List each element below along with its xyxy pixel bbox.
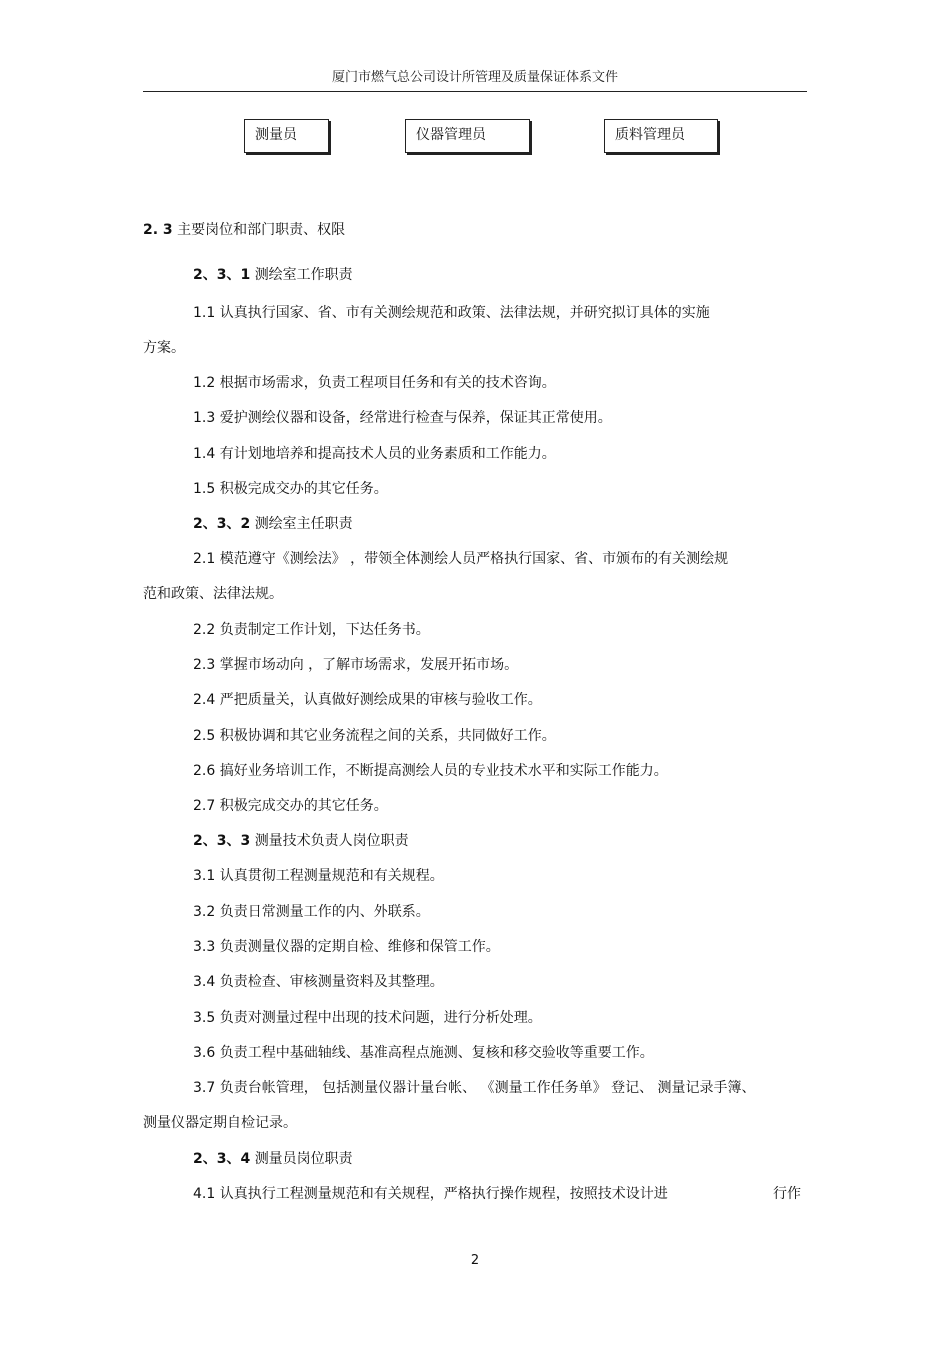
duty-item-3-5: 3.5 负责对测量过程中出现的技术问题，进行分析处理。 <box>193 1010 542 1026</box>
org-box-materials-manager: 质料管理员 <box>604 119 718 153</box>
duty-item-3-2: 3.2 负责日常测量工作的内、外联系。 <box>193 904 430 920</box>
duty-item-1-1: 1.1 认真执行国家、省、市有关测绘规范和政策、法律法规，并研究拟订具体的实施 <box>193 305 710 321</box>
subsection-title: 测量技术负责人岗位职责 <box>254 833 409 849</box>
duty-item-2-4: 2.4 严把质量关，认真做好测绘成果的审核与验收工作。 <box>193 692 542 708</box>
duty-item-1-3: 1.3 爱护测绘仪器和设备，经常进行检查与保养，保证其正常使用。 <box>193 410 612 426</box>
duty-item-3-3: 3.3 负责测量仪器的定期自检、维修和保管工作。 <box>193 939 500 955</box>
duty-item-2-5: 2.5 积极协调和其它业务流程之间的关系，共同做好工作。 <box>193 728 556 744</box>
duty-item-3-4: 3.4 负责检查、审核测量资料及其整理。 <box>193 974 444 990</box>
document-header: 厦门市燃气总公司设计所管理及质量保证体系文件 <box>331 70 618 85</box>
subsection-heading-233 <box>193 832 409 850</box>
section-title: 主要岗位和部门职责、权限 <box>177 222 346 238</box>
duty-item-2-6: 2.6 搞好业务培训工作，不断提高测绘人员的专业技术水平和实际工作能力。 <box>193 763 668 779</box>
section-heading <box>143 221 345 239</box>
page-number: 2 <box>470 1253 480 1268</box>
subsection-number: 2、3、1 <box>193 267 251 283</box>
subsection-heading-232 <box>193 515 353 533</box>
org-box-surveyor: 测量员 <box>244 119 329 153</box>
subsection-title: 测量员岗位职责 <box>254 1151 353 1167</box>
duty-item-3-7-cont: 测量仪器定期自检记录。 <box>143 1115 297 1131</box>
duty-item-1-5: 1.5 积极完成交办的其它任务。 <box>193 481 388 497</box>
subsection-number: 2、3、3 <box>193 833 251 849</box>
section-number: 2. 3 <box>143 222 173 238</box>
duty-item-2-3: 2.3 掌握市场动向 ，了解市场需求，发展开拓市场。 <box>193 657 519 673</box>
duty-item-4-1: 4.1 认真执行工程测量规范和有关规程，严格执行操作规程，按照技术设计进 <box>193 1186 668 1202</box>
subsection-title: 测绘室主任职责 <box>254 516 353 532</box>
subsection-number: 2、3、4 <box>193 1151 251 1167</box>
duty-item-3-6: 3.6 负责工程中基础轴线、基准高程点施测、复核和移交验收等重要工作。 <box>193 1045 654 1061</box>
duty-item-2-1: 2.1 模范遵守《测绘法》 ，带领全体测绘人员严格执行国家、省、市颁布的有关测绘规 <box>193 551 729 567</box>
header-rule <box>143 91 807 92</box>
subsection-number: 2、3、2 <box>193 516 251 532</box>
subsection-heading-234 <box>193 1150 353 1168</box>
duty-item-1-2: 1.2 根据市场需求，负责工程项目任务和有关的技术咨询。 <box>193 375 556 391</box>
duty-item-2-1-cont: 范和政策、法律法规。 <box>143 586 283 602</box>
duty-item-1-4: 1.4 有计划地培养和提高技术人员的业务素质和工作能力。 <box>193 446 556 462</box>
duty-item-1-1-cont: 方案。 <box>143 340 185 356</box>
org-box-instrument-manager: 仪器管理员 <box>405 119 530 153</box>
duty-item-2-2: 2.2 负责制定工作计划，下达任务书。 <box>193 622 430 638</box>
duty-item-3-7: 3.7 负责台帐管理， 包括测量仪器计量台帐、 《测量工作任务单》 登记、 测量记录手簿、 <box>193 1080 756 1096</box>
subsection-heading-231 <box>193 266 353 284</box>
duty-item-2-7: 2.7 积极完成交办的其它任务。 <box>193 798 388 814</box>
subsection-title: 测绘室工作职责 <box>254 267 353 283</box>
duty-item-4-1-tail: 行作 <box>773 1186 801 1202</box>
duty-item-3-1: 3.1 认真贯彻工程测量规范和有关规程。 <box>193 868 444 884</box>
